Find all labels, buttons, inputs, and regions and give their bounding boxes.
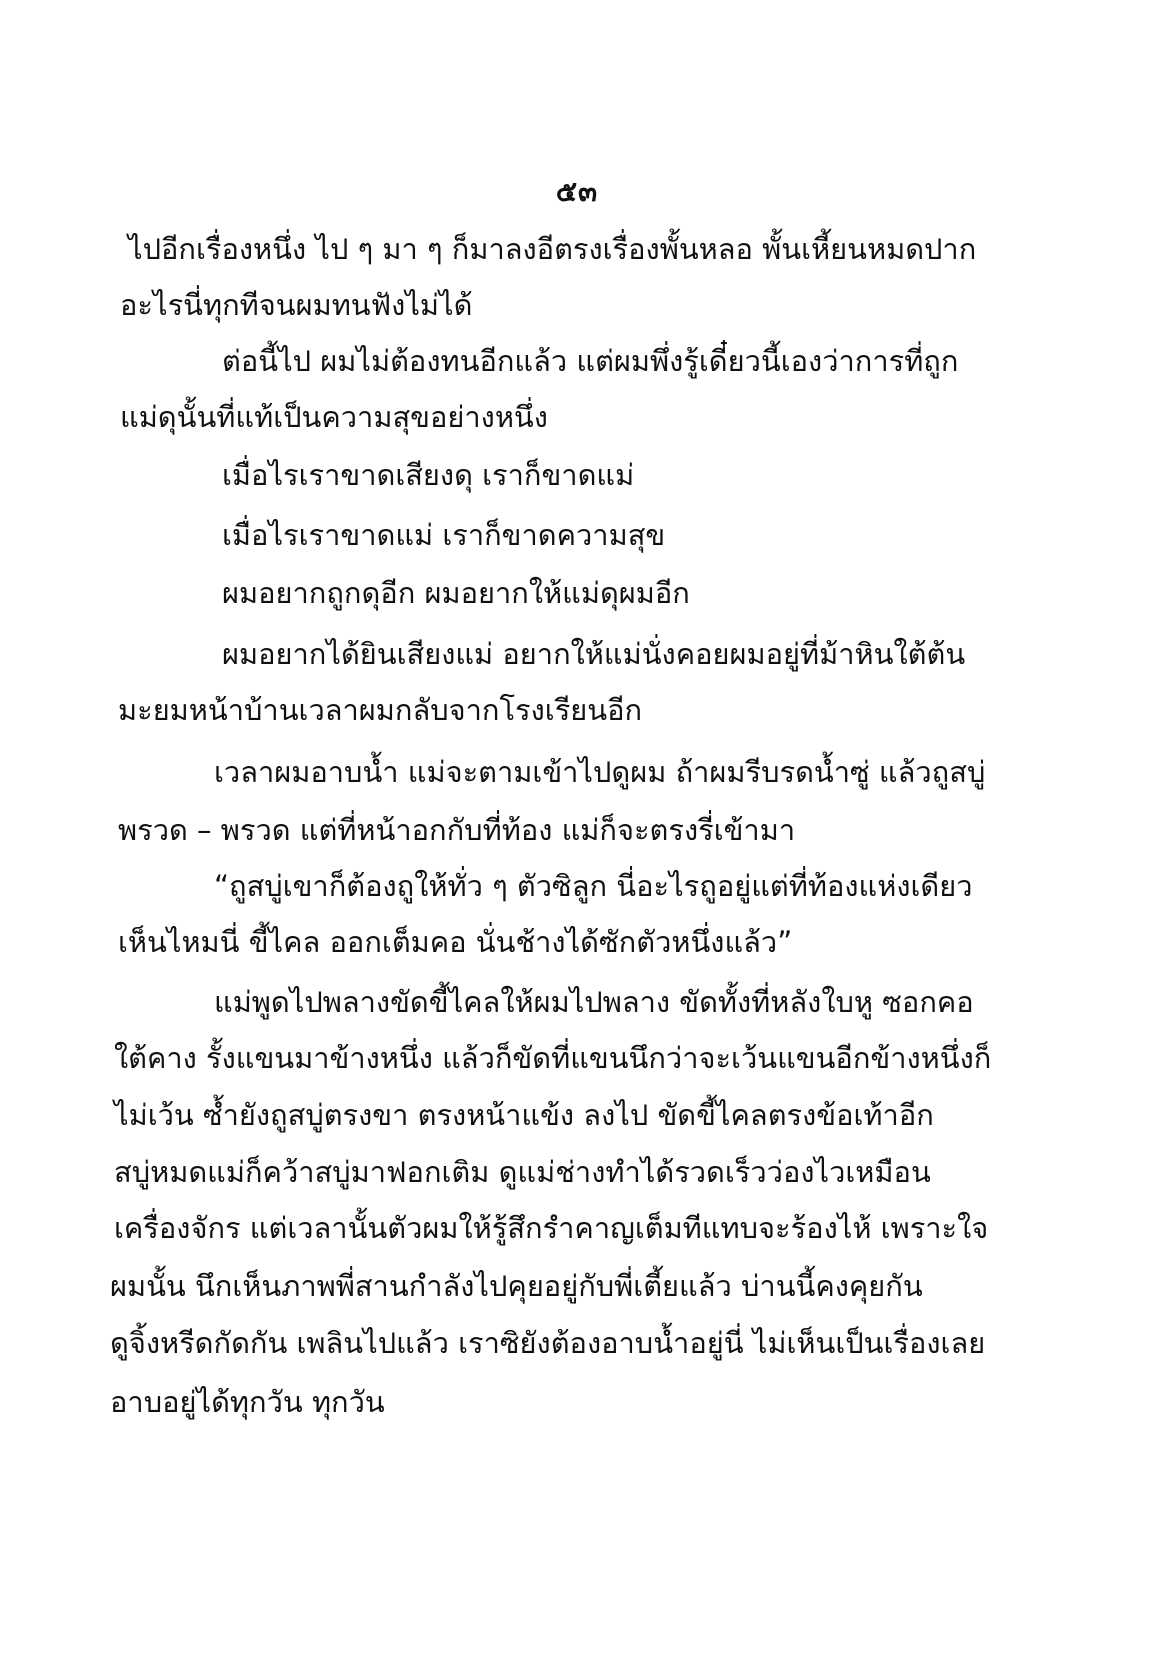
text-line: อะไรนี่ทุกทีจนผมทนฟังไม่ได้ bbox=[120, 288, 473, 322]
text-line: พรวด – พรวด แต่ที่หน้าอกกับที่ท้อง แม่ก็จะตรงรี่เข้ามา bbox=[118, 813, 796, 847]
text-line: เครื่องจักร แต่เวลานั้นตัวผมให้รู้สึกรำคาญเต็มทีแทบจะร้องไห้ เพราะใจ bbox=[114, 1211, 989, 1245]
page-number: ๕๓ bbox=[555, 175, 599, 208]
text-line: มะยมหน้าบ้านเวลาผมกลับจากโรงเรียนอีก bbox=[118, 693, 643, 727]
text-line: เวลาผมอาบน้ำ แม่จะตามเข้าไปดูผม ถ้าผมรีบรดน้ำซู่ แล้วถูสบู่ bbox=[214, 755, 986, 789]
text-line: อาบอยู่ได้ทุกวัน ทุกวัน bbox=[110, 1385, 385, 1419]
text-line: ผมอยากถูกดุอีก ผมอยากให้แม่ดุผมอีก bbox=[222, 576, 690, 610]
text-line: เห็นไหมนี่ ขี้ไคล ออกเต็มคอ นั่นช้างได้ซักตัวหนึ่งแล้ว” bbox=[118, 925, 793, 959]
text-line: เมื่อไรเราขาดแม่ เราก็ขาดความสุข bbox=[222, 518, 666, 552]
text-line: ดูจิ้งหรีดกัดกัน เพลินไปแล้ว เราซิยังต้องอาบน้ำอยู่นี่ ไม่เห็นเป็นเรื่องเลย bbox=[110, 1326, 986, 1360]
text-line: ผมอยากได้ยินเสียงแม่ อยากให้แม่นั่งคอยผมอยู่ที่ม้าหินใต้ต้น bbox=[222, 637, 966, 671]
text-line: ไปอีกเรื่องหนึ่ง ไป ๆ มา ๆ ก็มาลงอีตรงเรื่องพั้นหลอ พั้นเหี้ยนหมดปาก bbox=[128, 232, 977, 266]
text-line: ใต้คาง รั้งแขนมาข้างหนึ่ง แล้วก็ขัดที่แขนนึกว่าจะเว้นแขนอีกข้างหนึ่งก็ bbox=[114, 1041, 992, 1075]
text-line: ผมนั้น นึกเห็นภาพพี่สานกำลังไปคุยอยู่กับพี่เตี้ยแล้ว บ่านนี้คงคุยกัน bbox=[110, 1269, 923, 1303]
text-line: แม่พูดไปพลางขัดขี้ไคลให้ผมไปพลาง ขัดทั้งที่หลังใบหู ซอกคอ bbox=[214, 985, 974, 1019]
text-line: สบู่หมดแม่ก็คว้าสบู่มาฟอกเติม ดูแม่ช่างทำได้รวดเร็วว่องไวเหมือน bbox=[114, 1155, 931, 1189]
text-line: เมื่อไรเราขาดเสียงดุ เราก็ขาดแม่ bbox=[222, 458, 635, 492]
text-line: ไม่เว้น ซ้ำยังถูสบู่ตรงขา ตรงหน้าแข้ง ลงไป ขัดขี้ไคลตรงข้อเท้าอีก bbox=[114, 1098, 934, 1132]
text-line: “ถูสบู่เขาก็ต้องถูให้ทั่ว ๆ ตัวซิลูก นี่อะไรถูอยู่แต่ที่ท้องแห่งเดียว bbox=[214, 869, 973, 903]
text-line: ต่อนี้ไป ผมไม่ต้องทนอีกแล้ว แต่ผมพึ่งรู้เดี๋ยวนี้เองว่าการที่ถูก bbox=[222, 344, 959, 378]
text-line: แม่ดุนั้นที่แท้เป็นความสุขอย่างหนึ่ง bbox=[120, 400, 548, 434]
